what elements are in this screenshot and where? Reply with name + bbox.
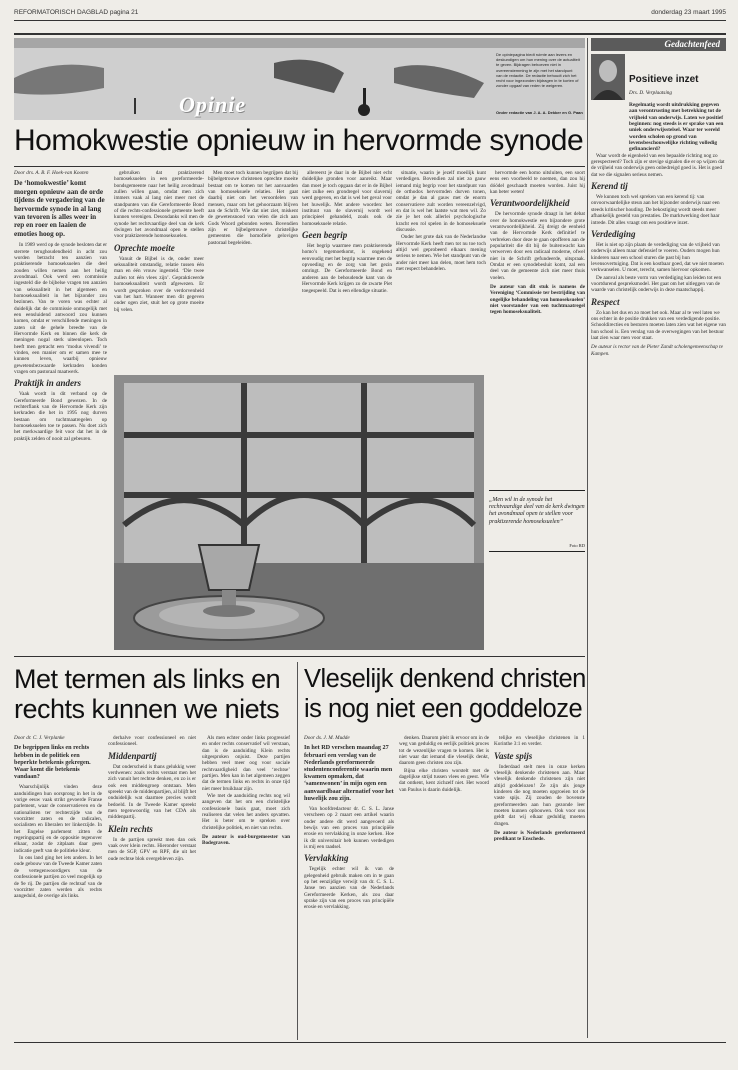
article2-col3 — [202, 735, 290, 1035]
banner-credit: Onder redactie van J. A. A. Dekker en G. Paan — [496, 110, 583, 115]
page-header — [14, 7, 726, 19]
gedachtenfeed-credit: De auteur is rector van de Pieter Zandt scholengemeenschap te Kampen. — [591, 344, 723, 357]
article3-col1 — [304, 735, 394, 1035]
article3-sub3: Vaste spijs — [494, 750, 533, 761]
article2-sub2b: Klein rechts — [108, 823, 153, 834]
gedachtenfeed-text4: De aanval als beste vorm van verdediging kan leiden tot een voortdurend gespreksmodel. Het gaat om het uitleggen van de waarde van christelijk onderwijs in deze maatschappij. — [591, 274, 722, 294]
article2-headline-line2: rechts kunnen we niets — [14, 694, 280, 724]
article1-col6-text: hervormde een homo uitsluiten, een soort eens een voorbeeld te noemen, dan zou hij dóódel geschaadt moeten worden. Juist hij kan beter weten! — [490, 170, 585, 196]
gedachtenfeed-sub2: Verdediging — [591, 228, 636, 239]
article2-byline: Door dr. C. J. Verplanke — [14, 735, 65, 741]
article2-col1b-text: In ons land ging het iets anders. In het oude gebouw van de Tweede Kamer zaten de vertegenwoordigers van de confessionele partijen zo veel mogelijk op de 9e rij. De partijen die rechtsaf van de voorzitter zaten werden als rechts aangeduid, de overige als links. — [14, 855, 102, 900]
gedachtenfeed-text3: Het is niet op zijn plaats de verdediging van de vrijheid van onderwijs alleen maar defensief te voeren. Ouders mogen hun kinderen naar een school sturen die past bij hun levensovertuiging. Dat is een kostbaar goed, dat we niet moeten verkwanselen. U moet, terecht, samen hiervoor opkomen. — [591, 241, 724, 274]
article3-headline — [304, 664, 586, 724]
article1-photo — [114, 375, 484, 650]
article1-col5b-text: Onder het grote dak van de Nederlandse Hervormde Kerk heeft men tot nu toe toch altijd wel geprobeerd elkaars mening serieus te nemen. Wie het standpunt van de ander niet meer kan delen, moet hem toch met respect behandelen. — [396, 234, 486, 273]
article1-col1 — [14, 170, 107, 648]
gedachtenfeed-sub1: Kerend tij — [591, 181, 628, 192]
article1-col2b-text: Vanuit de Bijbel is de, onder meer seksualiteit omstandig, relatie tussen één man en één vrouw ingesteld. ‘Die twee zullen tot één vlees zijn’. Geprakticeerde homoseksualiteit wordt afgewezen. Er wordt gesproken over de verdorvenheid van het hart. Wanneer men dit gegeven onder ogen ziet, stuit het op grote moeite bij velen. — [114, 255, 204, 313]
article3-col3-text: telijke en vleselijke christenen in 1 Korinthe 3:1 en verder. — [494, 735, 585, 748]
article2-col2-text: derhalve voor confessioneel en niet confessioneel. — [108, 735, 196, 748]
article1-byline: Door drs. A. B. F. Hoek-van Kooten — [14, 170, 89, 176]
header-rule — [14, 20, 726, 21]
article3-author-note: De auteur is Nederlands gereformeerd predikant te Enschede. — [494, 830, 585, 843]
article3-headline-line2: is nog niet een goddeloze — [304, 695, 583, 723]
article1-col3 — [208, 170, 298, 370]
gedachtenfeed-label — [591, 38, 726, 51]
article2-sub2: Middenpartij — [108, 750, 157, 761]
article1-col4 — [302, 170, 392, 370]
article-divider — [297, 662, 298, 1040]
opinie-banner — [14, 38, 585, 120]
issue-date: donderdag 23 maart 1995 — [651, 9, 726, 16]
article1-col5 — [396, 170, 486, 370]
section-rule — [14, 656, 585, 657]
portrait-image — [591, 54, 625, 100]
article2-col3-text: Als men echter onder links progressief en onder rechts conservatief wil verstaan, dan is de aanduiding Klein rechts uitgesproken onjuist. Deze partijen hebben veel meer oog voor sociale rechtvaardigheid dan veel ‘rechtse’ partijen. Men kan in het algemeen zeggen dat de termen links en rechts in onze tijd niet meer bruikbaar zijn. — [202, 735, 290, 792]
gedachtenfeed-column — [591, 38, 726, 1038]
article2-col1 — [14, 735, 102, 1035]
gedachtenfeed-text2: We kunnen toch wel spreken van een kerend tij: van onvoorwaardelijke steun aan het bijzonder onderwijs naar een steeds kritischer houding. De bekostiging wordt steeds meer afhankelijk gesteld van prestaties. De marktwerking doet haar intrede. Dit alles vraagt om een positieve inzet. — [591, 194, 720, 226]
footer-rule — [14, 1042, 726, 1043]
gedachtenfeed-text1: Waar wordt de eigenheid van een bepaalde richting nog zo gerespecteerd? Toch zijn er stevige signalen die er op wijzen dat de vrijheid van onderwijs geen onbedreigd goed is. Het is goed dat we die signalen serieus nemen. — [591, 152, 725, 178]
photo-quote: „Men wil in de synode het rechtvaardige deel van de kerk dwingen het avondmaal open te stellen voor praktizerende homoseksuelen” — [489, 497, 585, 525]
article3-col1-text: Van hoofdredacteur dr. C. S. L. Janse verscheen op 2 maart een artikel waarin onder andere dit werd aangevoerd als bewijs van een proces van principiële erosie en vervlakking in onze kerken. Hoe ik dit universitair heb kunnen verdedigen is mij een raadsel. — [304, 805, 394, 851]
article1-col6b-text: De hervormde synode draagt in het debat over de homokwestie een bijzondere grote verantwoordelijkheid. Zij dreigt de eenheid van de Hervormde Kerk definitief te verbreken door deze te gaan opofferen aan de populariteit die dit bij de buitenwacht kan verwerven door een radicaal moderne, ofwel niet in de Schrift gefundeerde, uitspraak. Omdat er een synodebesluit komt, zal een deel van de gemeente zich niet meer thuis voelen. — [490, 211, 585, 281]
article3-byline: Door ds. J. M. Mudde — [304, 735, 350, 741]
photo-credit: Foto RD — [569, 543, 585, 548]
article1-col1b-text: Vaak wordt in dit verband op de Gereformeerde Bond gewezen. In de rechterflank van de Hervormde Kerk zijn kerkraden die het in 1995 nog durven bestaan om tuchtmaatregelen op homoseksuelen toe te passen. Nu doet zich het merkwaardige feit voor dat het in de praktijk zelden of nooit zal gebeuren. — [14, 391, 107, 442]
photo-quote-box — [489, 490, 585, 552]
article2-lead: De begrippen links en rechts hebben in de politiek een beperkte betekenis gekregen. Waar komt die betekenis vandaan? — [14, 744, 91, 781]
article2-col2b-text: Dat onderscheid is thans gelukkig weer verdwenen: zoals rechts verstaat men het zich vanuit het rechtse denken, en zo is er ook een middengroep ontstaan. Men spreekt van de middenpartijen, al blijft het onduidelijk wat daarmee precies wordt bedoeld. In de Tweede Kamer spreekt men tegenwoordig van het CDA als middenpartij. — [108, 763, 196, 821]
article1-sub4: Geen begrip — [302, 230, 348, 241]
article3-col2 — [399, 735, 489, 1035]
article1-col1-text: In 1989 werd op de synode besloten dat er sterrete terughoudendheid in acht zou worden betracht ten aanzien van praktiserende homoseksuelen die deel zouden willen nemen aan het heilig avondmaal. Ook werd een commissie ingesteld die de bijbelse vragen ten aanzien van seksualiteit in het algemeen en homoseksualiteit in het bijzonder zou bezinnen. Van te voren was echter al duidelijk dat de commissie onmogelijk met een eensluidend antwoord zou kunnen komen, omdat er verschillende meningen in zaten uit de gehele breedte van de Hervormde Kerk en binnen die kerk de meningen nogal sterk uiteenlopen. Toch heeft men getracht een ‘modus vivendi’ te vinden, een manier om er samen mee te kunnen leven, waarbij opnieuw gewetensbezwaarde kerkraden konden vragen om pastoraal maatwerk. — [14, 242, 107, 376]
article3-headline-line1: Vleselijk denkend christen — [304, 665, 586, 693]
gedachtenfeed-body — [591, 102, 726, 1070]
window-chalice-photo — [114, 375, 484, 650]
article2-col3b-text: Wie met de aanduiding rechts nog wil aangeven dat het om een christelijke confessionele basis gaat, moet zich realiseren dat velen het anders opvatten. Het is beter om te spreken over christelijke politiek, en niet van rechts. — [202, 793, 290, 831]
article1-sub2: Oprechte moeite — [114, 242, 175, 253]
article1-sub6: Verantwoordelijkheid — [490, 198, 570, 209]
gedachtenfeed-label-text: Gedachtenfeed — [664, 39, 720, 49]
article2-col2c-text: In de partijen spreekt men dan ook vaak over klein rechts. Hieronder verstaat men de SGP, GPV en RPF, die uit het oude rechtse blok overgebleven zijn. — [108, 836, 196, 862]
author-portrait — [591, 54, 625, 100]
article3-col3 — [494, 735, 585, 1035]
sidebar-divider — [587, 38, 588, 1038]
article1-sub1: Praktijk in anders — [14, 378, 82, 389]
article3-col2-text: denken. Daarom pleit ik ervoor om in de weg van geduldig en eerlijk politiek proces tot de wezenlijke vragen te komen. Het is niet waar dat iemand die vleselijk denkt, daarom geen christen zou zijn. — [399, 735, 489, 767]
headline-rule — [14, 166, 585, 167]
article1-col5-text: situatie, waarin je jezelf moeilijk kunt verdedigen. Bovendien zal niet zo gauw iemand mig begrip voor het standpunt van de orthodox hervormden durven tonen, omdat je dan al gauw met de enorm conservatieve zult worden vereenzelvigd, en dat is wel het laatste wat men wil. Zo zie je het ook allerlei psychologische kracht een rol spelen in de homoseksuele discussie. — [396, 170, 486, 234]
article1-lead: De ‘homokwestie’ komt morgen opnieuw aan de orde tijdens de vergadering van de hervormde synode in al lang van tevoren is alles weer in rep en roer en laaien de emoties hoog op. — [14, 179, 105, 238]
article1-col2-text: gebruiken dat praktizerend homoseksuelen in een gereformeerde-bondsgemeente naar het heilig avondmaal zullen willen gaan, omdat men zich immers vaak al lang niet meer met de standpunten van die Gereformeerde Bond of die rechts-confessionele gemeente heeft kunnen verenigen. Desondanks wil men de synode het rechtvaardige deel van de kerk dwingen het avondmaal open te stellen voor praktizerende homoseksuelen. — [114, 170, 204, 240]
article1-headline: Homokwestie opnieuw in hervormde synode — [14, 124, 584, 157]
article2-col1-text: Waarschijnlijk vinden deze aanduidingen hun oorsprong in het in de vorige eeuw vaak strikt gevoerde Franse parlement, waar de conservatieven en de nationalisten ter rechterzijde van de voorzitter zaten en de radicalen, socialisten en liberalen ter linkerzijde. In het Engelse parlement zitten de regeringspartij en de oppositie tegenover elkaar, zodat de zitplaats daar geen indicatie geeft van de politieke kleur. — [14, 784, 102, 854]
article1-col6 — [490, 170, 585, 485]
article3-col2b-text: Bijna elke christen worstelt met de dagelijkse strijd tussen vlees en geest. Wie dat ontkent, kent zichzelf niet. Het woord van Paulus is daarin duidelijk. — [399, 767, 489, 793]
gedachtenfeed-title: Positieve inzet — [629, 74, 699, 85]
paper-name: REFORMATORISCH DAGBLAD pagina 21 — [14, 9, 139, 16]
article1-col3-text: Men moet toch kunnen begrijpen dat bij bijbelgetrouwe christenen oprechte moeite bestaat om te komen tot het aanvaarden van homoseksuele relaties. Het gaat daarbij niet om het veroordelen van mensen, maar om het gehoorzaam blijven aan de Schrift. Wie dat niet ziet, miskent de gewetensnood van velen die zich aan Gods Woord gebonden weten. Bovendien zijn er bijbelgetrouwe christelijke gemeenten die homofiele gelovigen pastoraal begeleiden. — [208, 170, 298, 246]
article1-col2 — [114, 170, 204, 370]
article3-sub1: Vervlakking — [304, 853, 349, 864]
article2-author-note: De auteur is oud-burgemeester van Bodegraven. — [202, 834, 290, 847]
header-rule-thick — [14, 33, 726, 35]
article3-col3b-text: Inderdaad stelt men in onze kerken vleselijk denkende christenen aan. Maar vleselijk denkende christenen zijn niet altijd goddelozen! Ze zijn als jonge kinderen die nog moeten opgroeien tot de vaste spijs. Zij zouden de bovenste gereformeerden aan hun gezonde leer moeten kunnen opbouwen. Ook voor ons geldt dat wij elkaar geduldig moeten dragen. — [494, 763, 585, 827]
article3-col1b-text: Tegelijk echter wil ik van de gelegenheid gebruik maken om in te gaan op het eenzijdige verwijt van dr. C. S. L. Janse ten aanzien van de Nederlands Gereformeerde Kerken, als zou daar sprake zijn van een proces van principiële erosie en vervlakking. — [304, 866, 394, 911]
opinie-title: Opinie — [179, 92, 247, 117]
gedachtenfeed-lead: Regelmatig wordt uitdrukking gegeven aan verontrusting met betrekking tot de vrijheid van onderwijs. Laten we positief beginnen: nog steeds is er sprake van een uniek onderwijsstelsel. Waar ter wereld worden scholen op grond van levensbeschouwelijke richting volledig gefinancierd? — [629, 102, 724, 153]
article1-col4-text: allereerst je daar in de Bijbel niet echt duidelijke gronden voor aanreikt. Maar dan moet je toch opgaan dat er in de Bijbel niet zulke een grondregel voor slavernij werd gegeven, en dat is wel het geval voor het huwelijk. Met andere woorden: het instituut van de slavernij wordt wel principieel gehandeld, zoals ook de homoseksuele relatie. — [302, 170, 392, 227]
gedachtenfeed-byline: Drs. D. Verplaatsing — [629, 90, 672, 96]
banner-caption: De opiniepagina biedt ruimte aan lezers en deskundigen om hun mening over de actualiteit te geven. Bijdragen behoeven niet in overeenstemming te zijn met het standpunt van de redactie. De redactie behoudt zich het recht voor ingezonden bijdragen in te korten of zonder opgaaf van reden te weigeren. — [496, 52, 580, 89]
article1-author-note: De auteur van dit stuk is namens de Vereniging ‘Commissie ter bestrijding van ongelijke behandeling van homoseksuelen’ niet voorstander van een tuchtmaatregel tegen homoseksualiteit. — [490, 284, 585, 315]
gedachtenfeed-text5: Zo kan het dus en zo moet het ook. Maar al te veel laten we ons echter in de positie drukken van een verdedigende positie. Schooldirecties en besturen moeten laten zien wat het eigene van hun school is. Een verslag van de overwegingen van het bestuur laat zien waar men voor staat. — [591, 309, 726, 341]
article2-headline-line1: Met termen als links en — [14, 664, 281, 694]
gedachtenfeed-sub3: Respect — [591, 296, 620, 307]
article3-lead: In het RD verschen maandag 27 februari een verslag van de Nederlands gereformeerde studentenconferentie waarin men kwamen opmaken, dat ‘samenwonen’ in mijn ogen een aanvaardbaar alternatief voor het huwelijk zou zijn. — [304, 744, 394, 802]
article2-col2 — [108, 735, 196, 1035]
article2-headline — [14, 664, 292, 724]
article1-col4b-text: Het begrip waarmee men praktiserende homo’s tegemoetkomt, is ongekend eenvoudig met het begrip waarmee men de opvoeding en de zorg van het gezin omringt. De Gereformeerde Bond en anderen aan de behoudende kant van de Hervormde Kerk krijgen zo de zwarte Piet toegespeeld. Dat is een ellendige situatie. — [302, 243, 392, 294]
